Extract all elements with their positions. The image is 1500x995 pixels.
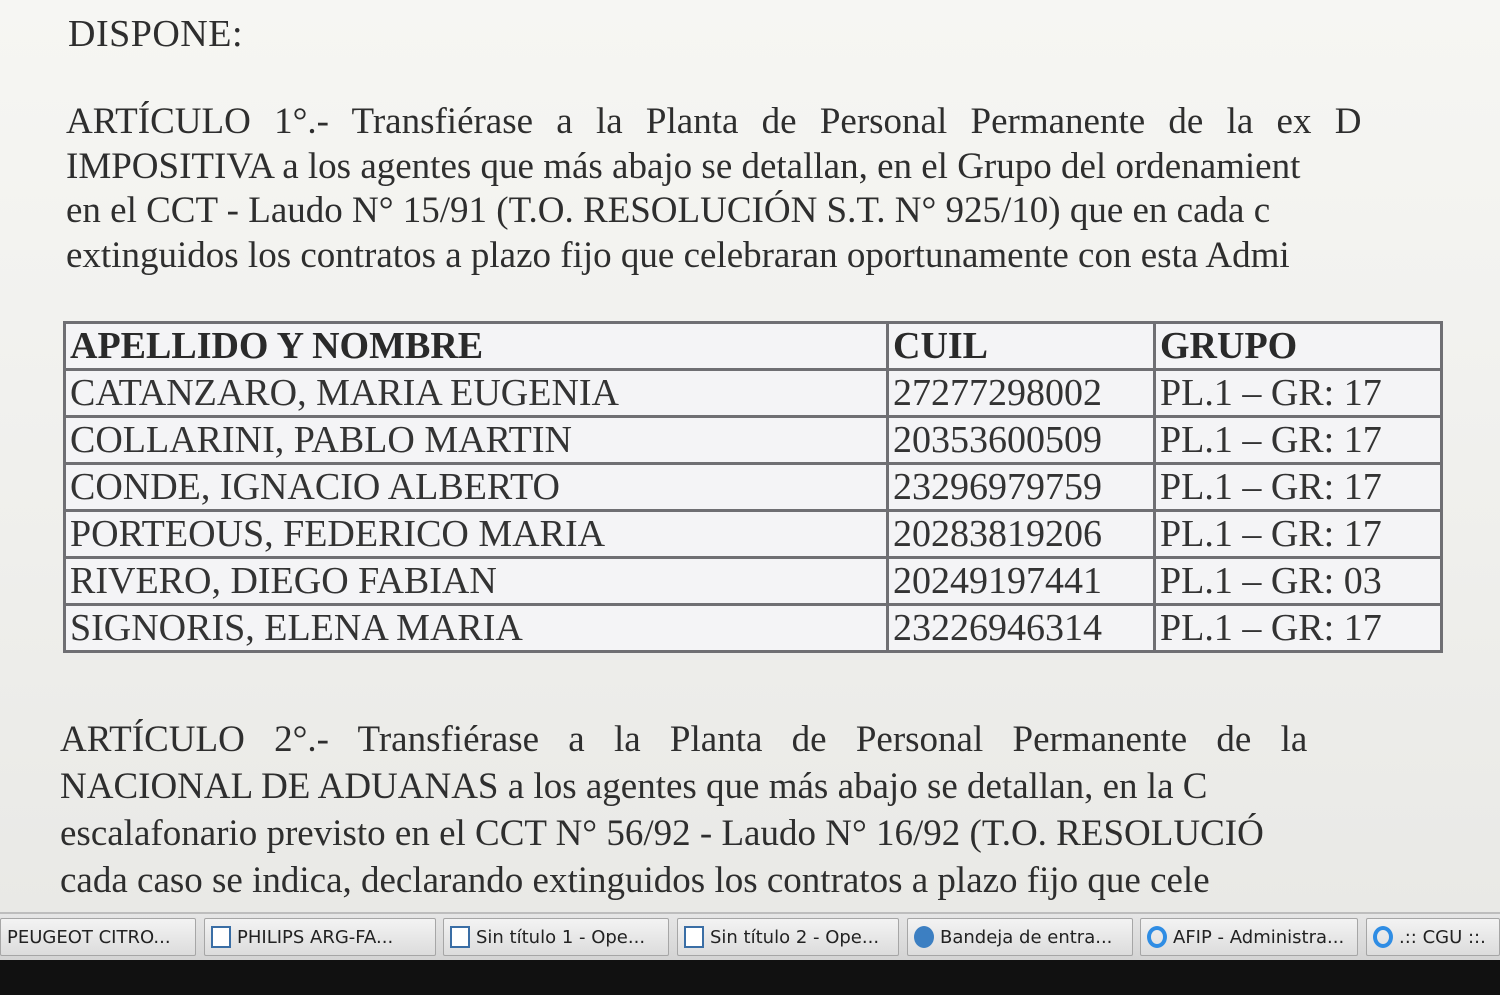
cell-nombre: SIGNORIS, ELENA MARIA bbox=[65, 605, 888, 652]
cell-cuil: 23296979759 bbox=[888, 464, 1155, 511]
articulo-1-line: ARTÍCULO 1°.- Transfiérase a la Planta de Personal Permanente de la ex D bbox=[66, 101, 1362, 142]
articulo-1-paragraph bbox=[66, 100, 1500, 278]
ie-icon bbox=[1147, 926, 1167, 948]
cell-nombre: RIVERO, DIEGO FABIAN bbox=[65, 558, 888, 605]
table-row bbox=[65, 464, 1442, 511]
table-row bbox=[65, 511, 1442, 558]
cell-grupo: PL.1 – GR: 03 bbox=[1155, 558, 1442, 605]
cell-grupo: PL.1 – GR: 17 bbox=[1155, 370, 1442, 417]
ie-icon bbox=[1373, 926, 1393, 948]
articulo-2-line: escalafonario previsto en el CCT N° 56/92 - Laudo N° 16/92 (T.O. RESOLUCIÓ bbox=[60, 813, 1264, 854]
taskbar bbox=[0, 912, 1500, 962]
cell-cuil: 23226946314 bbox=[888, 605, 1155, 652]
articulo-1-line: IMPOSITIVA a los agentes que más abajo se detallan, en el Grupo del ordenamient bbox=[66, 145, 1301, 187]
taskbar-button-peugeot[interactable] bbox=[0, 918, 196, 956]
articulo-1-line: en el CCT - Laudo N° 15/91 (T.O. RESOLUCIÓN S.T. N° 925/10) que en cada c bbox=[66, 190, 1271, 231]
taskbar-label: Sin título 1 - Ope... bbox=[476, 926, 646, 948]
header-grupo: GRUPO bbox=[1155, 323, 1442, 370]
monitor-bezel bbox=[0, 960, 1500, 995]
cell-nombre: COLLARINI, PABLO MARTIN bbox=[65, 417, 888, 464]
taskbar-button-cgu[interactable] bbox=[1366, 918, 1500, 956]
header-cuil: CUIL bbox=[888, 323, 1155, 370]
articulo-1-line: extinguidos los contratos a plazo fijo que celebraran oportunamente con esta Admi bbox=[66, 234, 1290, 276]
taskbar-button-philips[interactable] bbox=[204, 918, 436, 956]
taskbar-button-bandeja[interactable] bbox=[907, 918, 1133, 956]
articulo-2-line: cada caso se indica, declarando extinguidos los contratos a plazo fijo que cele bbox=[60, 860, 1210, 901]
cell-nombre: PORTEOUS, FEDERICO MARIA bbox=[65, 511, 888, 558]
document-icon bbox=[211, 926, 231, 948]
cell-nombre: CATANZARO, MARIA EUGENIA bbox=[65, 370, 888, 417]
cell-cuil: 20283819206 bbox=[888, 511, 1155, 558]
table-header-row bbox=[65, 323, 1442, 370]
cell-cuil: 27277298002 bbox=[888, 370, 1155, 417]
taskbar-label: AFIP - Administra... bbox=[1173, 926, 1345, 948]
taskbar-button-sin-titulo-2[interactable] bbox=[677, 918, 899, 956]
articulo-2-line: ARTÍCULO 2°.- Transfiérase a la Planta de Personal Permanente de la bbox=[60, 719, 1308, 760]
articulo-2-line: NACIONAL DE ADUANAS a los agentes que más abajo se detallan, en la C bbox=[60, 766, 1208, 807]
agents-table bbox=[63, 321, 1443, 653]
taskbar-label: PEUGEOT CITRO... bbox=[7, 926, 171, 948]
mail-icon bbox=[914, 926, 934, 948]
taskbar-label: Bandeja de entra... bbox=[940, 926, 1113, 948]
document-icon bbox=[684, 926, 704, 948]
heading-dispone: DISPONE: bbox=[68, 13, 244, 55]
cell-cuil: 20353600509 bbox=[888, 417, 1155, 464]
header-apellido-nombre: APELLIDO Y NOMBRE bbox=[65, 323, 888, 370]
table-row bbox=[65, 370, 1442, 417]
taskbar-label: PHILIPS ARG-FA... bbox=[237, 926, 394, 948]
table-row bbox=[65, 558, 1442, 605]
cell-nombre: CONDE, IGNACIO ALBERTO bbox=[65, 464, 888, 511]
taskbar-button-afip[interactable] bbox=[1140, 918, 1358, 956]
cell-grupo: PL.1 – GR: 17 bbox=[1155, 464, 1442, 511]
table-row bbox=[65, 417, 1442, 464]
cell-grupo: PL.1 – GR: 17 bbox=[1155, 511, 1442, 558]
taskbar-label: .:: CGU ::. bbox=[1399, 926, 1486, 948]
taskbar-button-sin-titulo-1[interactable] bbox=[443, 918, 669, 956]
taskbar-label: Sin título 2 - Ope... bbox=[710, 926, 880, 948]
cell-grupo: PL.1 – GR: 17 bbox=[1155, 605, 1442, 652]
articulo-2-paragraph bbox=[60, 716, 1500, 904]
cell-grupo: PL.1 – GR: 17 bbox=[1155, 417, 1442, 464]
table-row bbox=[65, 605, 1442, 652]
cell-cuil: 20249197441 bbox=[888, 558, 1155, 605]
document-icon bbox=[450, 926, 470, 948]
